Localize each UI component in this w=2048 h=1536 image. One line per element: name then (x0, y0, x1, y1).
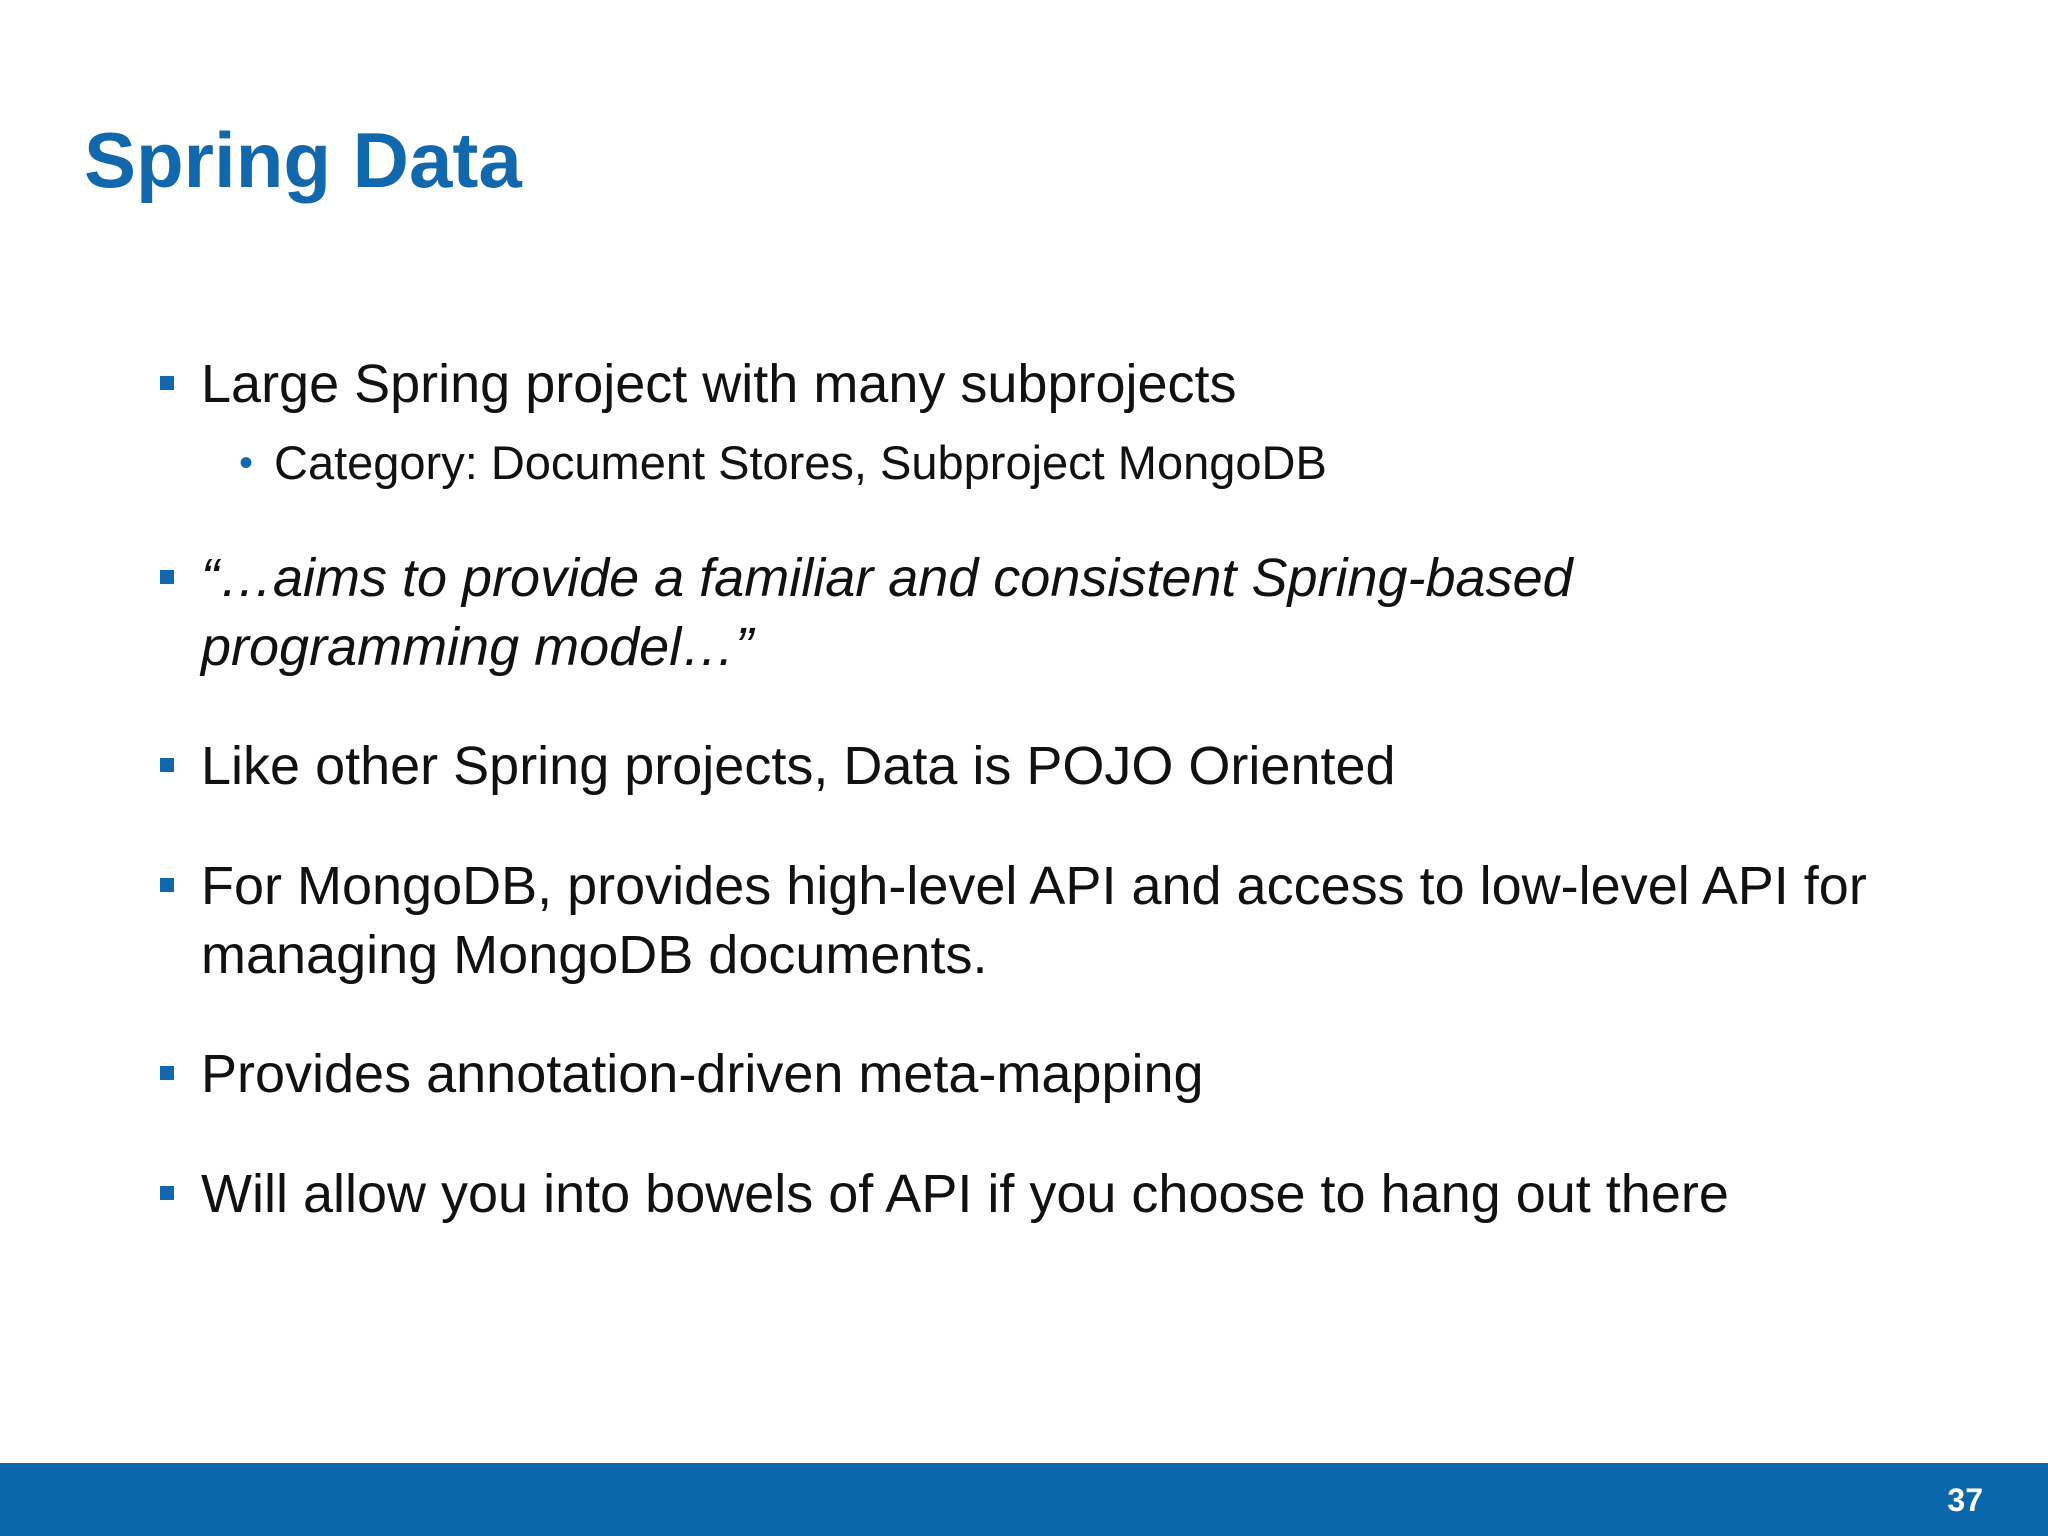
square-bullet-icon (160, 376, 174, 390)
slide-title: Spring Data (84, 116, 522, 204)
square-bullet-icon (160, 758, 174, 772)
bullet-text: “…aims to provide a familiar and consistent Spring-based programming model…” (201, 548, 1573, 677)
square-bullet-icon (160, 570, 174, 584)
bullet-text: For MongoDB, provides high-level API and access to low-level API for managing MongoDB documents. (201, 856, 1867, 985)
sub-bullet-item (236, 433, 1836, 493)
bullet-item (160, 732, 1920, 801)
square-bullet-icon (160, 878, 174, 892)
footer-bar (0, 1463, 2048, 1536)
bullet-item (160, 544, 1860, 682)
bullet-item (160, 1160, 1920, 1229)
bullet-item (160, 1040, 1920, 1109)
bullet-text: Provides annotation-driven meta-mapping (201, 1044, 1204, 1104)
square-bullet-icon (160, 1186, 174, 1200)
bullet-item (160, 852, 1920, 990)
square-bullet-icon (160, 1066, 174, 1080)
bullet-text: Large Spring project with many subprojects (201, 354, 1237, 414)
bullet-item (160, 350, 1920, 419)
slide-number: 37 (1947, 1482, 1983, 1518)
bullet-text: Will allow you into bowels of API if you choose to hang out there (201, 1164, 1729, 1224)
bullet-text: Like other Spring projects, Data is POJO Oriented (201, 736, 1396, 796)
sub-bullet-text: Category: Document Stores, Subproject MongoDB (274, 436, 1327, 489)
round-bullet-icon: • (239, 441, 254, 485)
